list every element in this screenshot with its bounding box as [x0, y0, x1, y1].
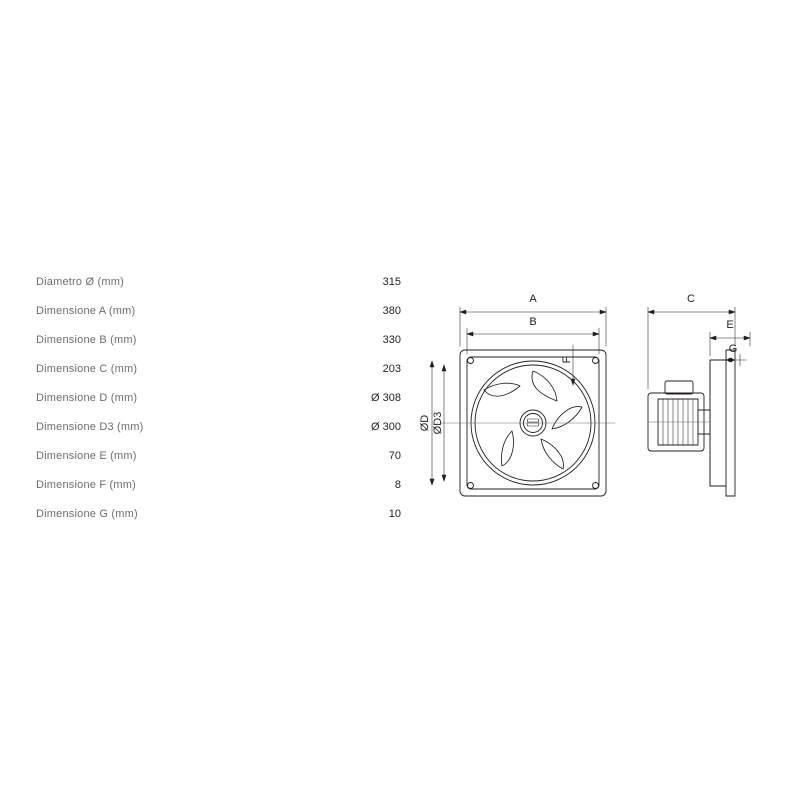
- table-row: [36, 442, 401, 471]
- spec-label: Dimensione D (mm): [36, 392, 138, 404]
- table-row: [36, 413, 401, 442]
- specification-table: [36, 268, 401, 529]
- side-view: [648, 350, 735, 496]
- table-row: [36, 384, 401, 413]
- spec-value: 380: [382, 305, 401, 317]
- spec-value: 8: [394, 479, 401, 491]
- table-row: [36, 326, 401, 355]
- side-flange-plate: [726, 350, 735, 496]
- mounting-hole: [468, 483, 474, 489]
- dimension-label-b: B: [529, 316, 537, 328]
- spec-label: Dimensione B (mm): [36, 334, 137, 346]
- spec-value: 10: [388, 508, 401, 520]
- technical-drawing: [410, 250, 780, 540]
- dimension-lines: [430, 307, 750, 485]
- table-row: [36, 268, 401, 297]
- spec-value: Ø 300: [371, 421, 401, 433]
- dimension-label-f: F: [561, 356, 573, 364]
- side-shroud: [710, 360, 726, 486]
- table-row: [36, 355, 401, 384]
- terminal-box: [665, 381, 693, 394]
- dimension-label-d3: ØD3: [432, 411, 444, 435]
- spec-label: Dimensione C (mm): [36, 363, 138, 375]
- dimension-label-c: C: [687, 293, 695, 305]
- spec-value: 203: [382, 363, 401, 375]
- spec-value: 330: [382, 334, 401, 346]
- dimension-label-a: A: [529, 293, 537, 305]
- spec-label: Dimensione E (mm): [36, 450, 137, 462]
- table-row: [36, 297, 401, 326]
- table-row: [36, 471, 401, 500]
- dimension-label-e: E: [726, 319, 734, 331]
- hub-logo-icon: [528, 419, 539, 426]
- spec-value: 315: [382, 276, 401, 288]
- mounting-hole: [593, 483, 599, 489]
- dimension-label-g: G: [728, 343, 738, 355]
- mounting-hole: [593, 358, 599, 364]
- impeller-blades: [484, 371, 582, 469]
- spec-value: Ø 308: [371, 392, 401, 404]
- mounting-hole: [468, 358, 474, 364]
- spec-label: Diametro Ø (mm): [36, 276, 124, 288]
- spec-label: Dimensione D3 (mm): [36, 421, 144, 433]
- spec-label: Dimensione A (mm): [36, 305, 136, 317]
- front-view: [440, 350, 615, 496]
- dimension-label-d: ØD: [419, 414, 431, 432]
- table-row: [36, 500, 401, 529]
- spec-label: Dimensione G (mm): [36, 508, 138, 520]
- spec-value: 70: [388, 450, 401, 462]
- spec-label: Dimensione F (mm): [36, 479, 136, 491]
